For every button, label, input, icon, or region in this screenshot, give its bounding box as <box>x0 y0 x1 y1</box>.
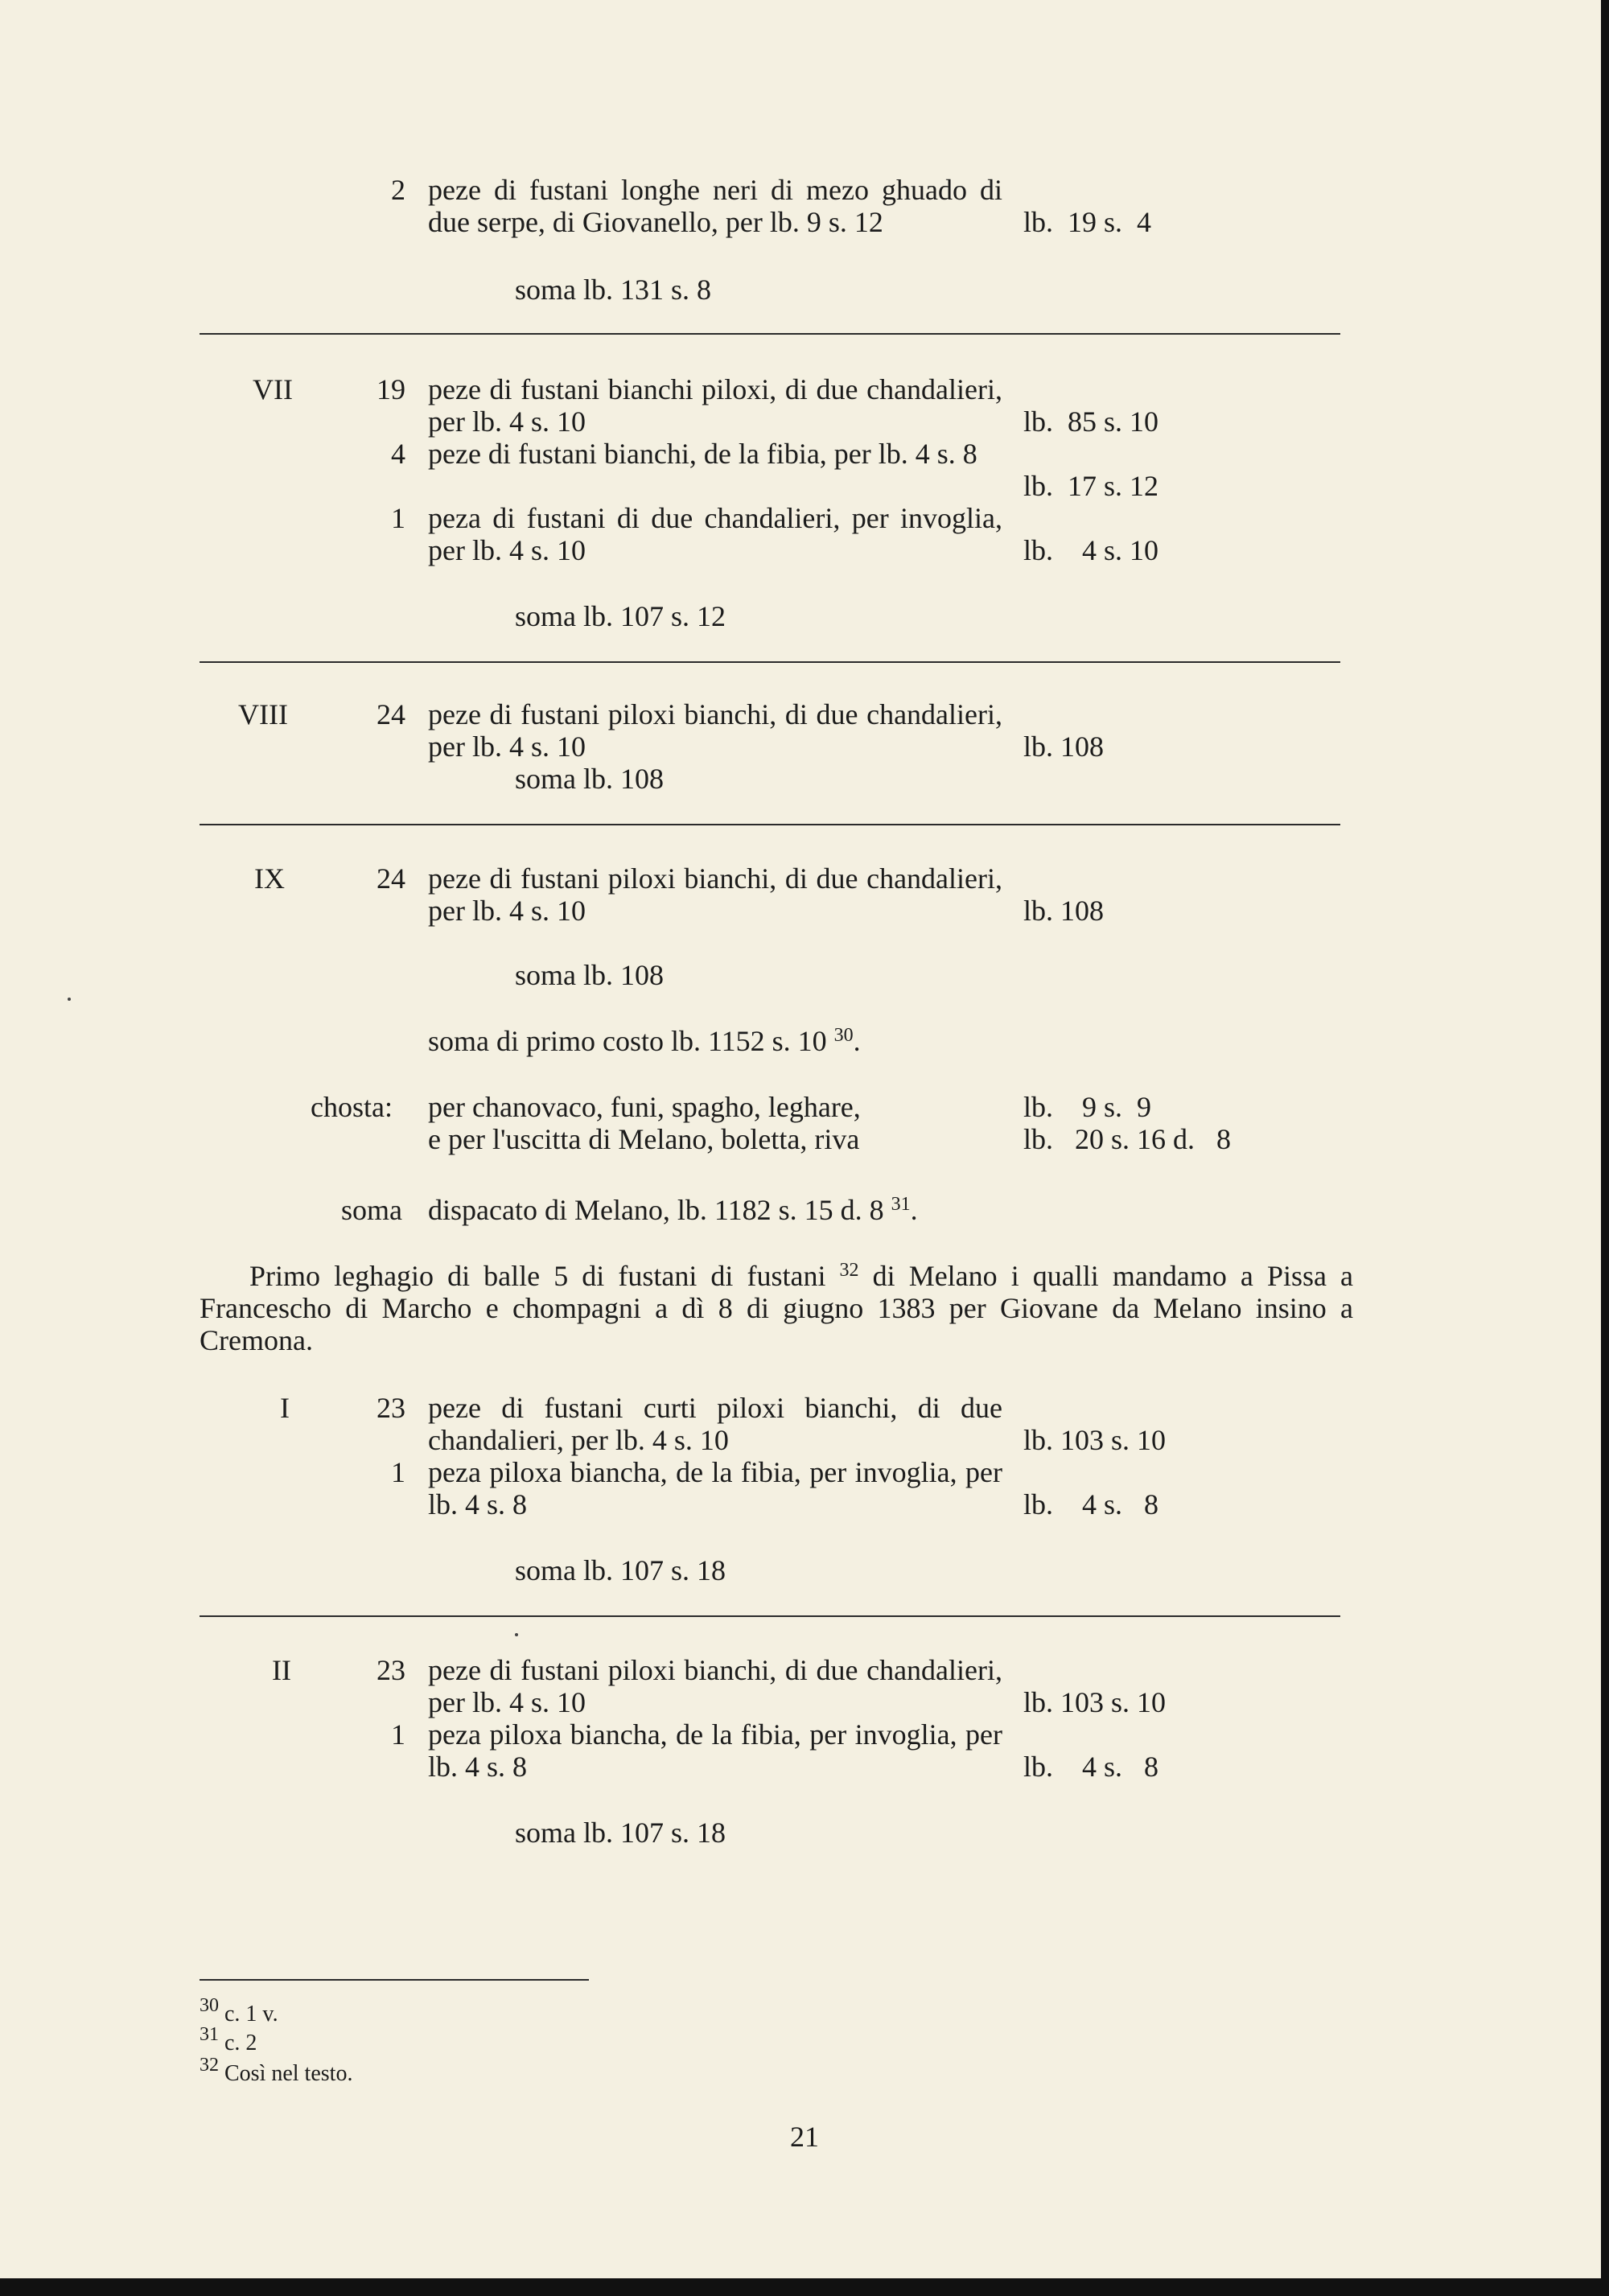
item-quantity: 1 <box>391 1718 405 1751</box>
item-quantity: 24 <box>377 698 405 730</box>
page-number: 21 <box>790 2121 819 2153</box>
soma-dispacato-line: dispacato di Melano, lb. 1182 s. 15 d. 8 $^{31}$. <box>428 1194 918 1226</box>
item-description: peze di fustani piloxi bianchi, di due chandalieri, per lb. 4 s. 10 <box>428 1654 1002 1718</box>
item-quantity: 24 <box>377 862 405 895</box>
section-divider <box>200 824 1340 825</box>
item-quantity: 23 <box>377 1392 405 1424</box>
block-total: soma lb. 108 <box>515 959 664 991</box>
item-amount: lb. 4 s. 10 <box>1023 534 1159 566</box>
bale-numeral: IX <box>254 862 285 895</box>
block-total: soma lb. 107 s. 18 <box>515 1554 726 1586</box>
item-amount: lb. 17 s. 12 <box>1023 470 1159 502</box>
bale-numeral: II <box>272 1654 291 1686</box>
bale-numeral: VII <box>253 373 293 405</box>
chosta-label: chosta: <box>311 1091 393 1123</box>
item-description: peze di fustani bianchi, de la fibia, per lb. 4 s. 8 <box>428 438 977 470</box>
item-amount: lb. 108 <box>1023 895 1105 927</box>
paper-speck <box>68 998 71 1001</box>
item-quantity: 1 <box>391 502 405 534</box>
chosta-line: per chanovaco, funi, spagho, leghare, <box>428 1091 861 1123</box>
block-total: soma lb. 107 s. 18 <box>515 1817 726 1849</box>
item-amount: lb. 85 s. 10 <box>1023 405 1159 438</box>
item-quantity: 1 <box>391 1456 405 1488</box>
item-amount: lb. 4 s. 8 <box>1023 1488 1159 1520</box>
item-description: peza di fustani di due chandalieri, per invoglia, per lb. 4 s. 10 <box>428 502 1002 566</box>
footnote-ref: 31 <box>891 1194 911 1215</box>
footnote-ref: 30 <box>833 1025 854 1046</box>
footnote: $^{31}$ c. 2 <box>200 2024 257 2055</box>
chosta-amount: lb. 9 s. 9 <box>1023 1091 1152 1123</box>
item-quantity: 19 <box>377 373 405 405</box>
item-description: peza piloxa biancha, de la fibia, per invoglia, per lb. 4 s. 8 <box>428 1456 1002 1520</box>
section-heading-paragraph: Primo leghagio di balle 5 di fustani di fustani $^{32}$ di Melano i qualli mandamo a Pissa a Francescho di Marcho e chompagni a dì 8 di giugno 1383 per Giovane da Melano insino a Cremona. <box>200 1260 1354 1356</box>
item-quantity: 23 <box>377 1654 405 1686</box>
item-description: peze di fustani piloxi bianchi, di due chandalieri, per lb. 4 s. 10 <box>428 862 1002 927</box>
item-amount: lb. 103 s. 10 <box>1023 1686 1167 1718</box>
item-amount: lb. 4 s. 8 <box>1023 1751 1159 1783</box>
item-amount: lb. 108 <box>1023 730 1105 763</box>
footnote-ref: 32 <box>839 1260 859 1281</box>
footnote-divider <box>200 1979 589 1981</box>
bale-numeral: VIII <box>238 698 288 730</box>
soma-label: soma <box>341 1194 402 1226</box>
item-description: peze di fustani bianchi piloxi, di due chandalieri, per lb. 4 s. 10 <box>428 373 1002 438</box>
block-total: soma lb. 131 s. 8 <box>515 274 712 306</box>
paper-speck <box>515 1633 518 1636</box>
block-total: soma lb. 107 s. 12 <box>515 600 726 632</box>
item-description: peze di fustani longhe neri di mezo ghuado di due serpe, di Giovanello, per lb. 9 s. 12 <box>428 174 1002 238</box>
chosta-amount: lb. 20 s. 16 d. 8 <box>1023 1123 1232 1155</box>
item-amount: lb. 103 s. 10 <box>1023 1424 1167 1456</box>
item-quantity: 2 <box>391 174 405 206</box>
primo-costo-line: soma di primo costo lb. 1152 s. 10 $^{30}$. <box>428 1025 861 1057</box>
section-divider <box>200 1615 1340 1617</box>
chosta-line: e per l'uscitta di Melano, boletta, riva <box>428 1123 860 1155</box>
block-total: soma lb. 108 <box>515 763 664 795</box>
item-quantity: 4 <box>391 438 405 470</box>
item-description: peze di fustani curti piloxi bianchi, di due chandalieri, per lb. 4 s. 10 <box>428 1392 1002 1456</box>
section-divider <box>200 333 1340 335</box>
bale-numeral: I <box>280 1392 290 1424</box>
item-amount: lb. 19 s. 4 <box>1023 206 1152 238</box>
section-divider <box>200 661 1340 663</box>
footnote: $^{32}$ Così nel testo. <box>200 2055 353 2086</box>
item-description: peze di fustani piloxi bianchi, di due chandalieri, per lb. 4 s. 10 <box>428 698 1002 763</box>
footnote: $^{30}$ c. 1 v. <box>200 1995 278 2026</box>
item-description: peza piloxa biancha, de la fibia, per invoglia, per lb. 4 s. 8 <box>428 1718 1002 1783</box>
